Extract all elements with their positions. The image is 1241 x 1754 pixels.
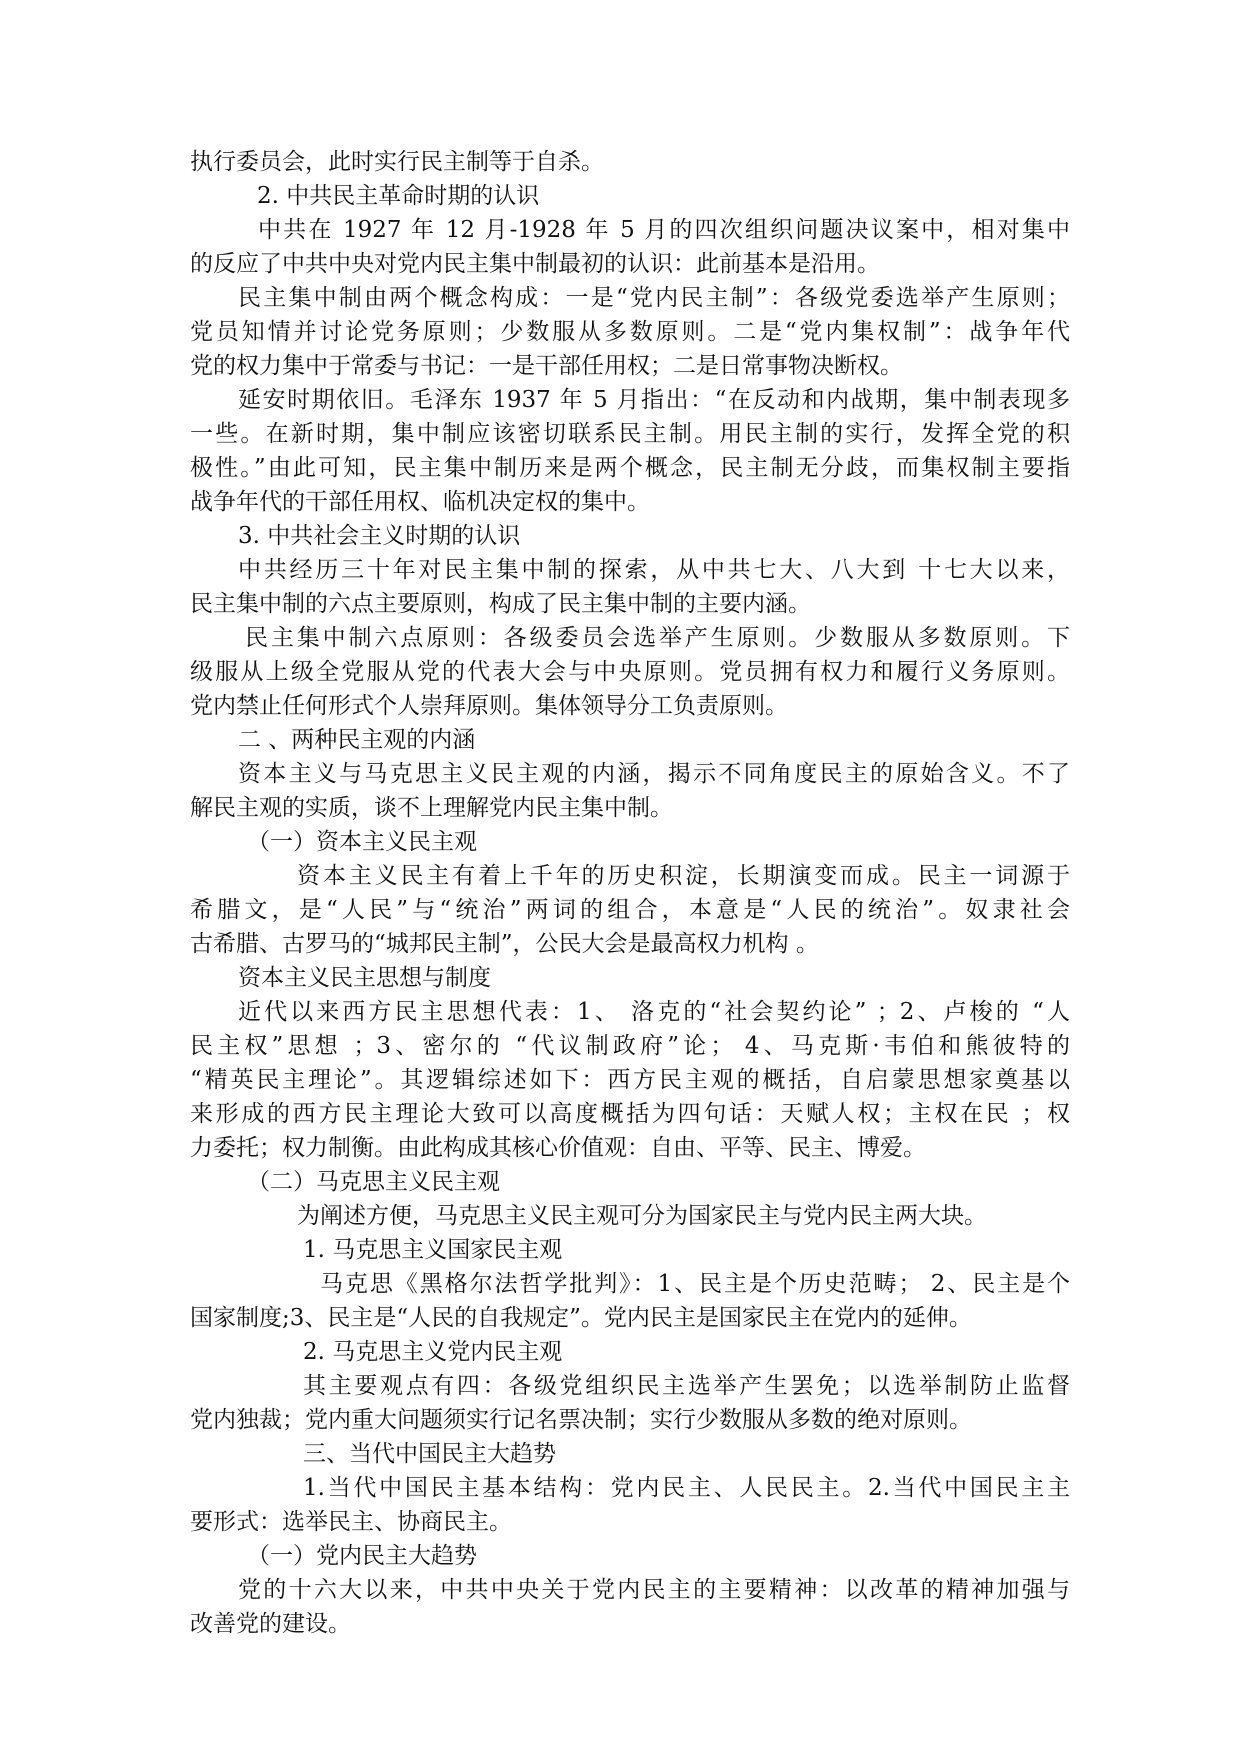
text-line: 资本主义民主有着上千年的历史积淀，长期演变而成。民主一词源于 xyxy=(297,863,1070,889)
text-line: 级服从上级全党服从党的代表大会与中央原则。党员拥有权力和履行义务原则。 xyxy=(190,659,1070,685)
text-line: 近代以来西方民主思想代表：1、 洛克的“社会契约论” ；2、卢梭的 “人 xyxy=(238,999,1070,1025)
text-line: 国家制度;3、民主是“人民的自我规定”。党内民主是国家民主在党内的延伸。 xyxy=(190,1305,972,1331)
section-heading: 2. 马克思主义党内民主观 xyxy=(303,1339,563,1365)
text-line: 党内独裁；党内重大问题须实行记名票决制；实行少数服从多数的绝对原则。 xyxy=(190,1407,972,1433)
text-line: 党员知情并讨论党务原则；少数服从多数原则。二是“党内集权制”：战争年代 xyxy=(190,319,1070,345)
text-line: 力委托；权力制衡。由此构成其核心价值观：自由、平等、民主、博爱。 xyxy=(190,1135,926,1161)
text-line: 古希腊、古罗马的“城邦民主制”，公民大会是最高权力机构 。 xyxy=(190,931,819,957)
text-line: 民主集中制的六点主要原则，构成了民主集中制的主要内涵。 xyxy=(190,591,811,617)
text-line: 中共经历三十年对民主集中制的探索，从中共七大、八大到 十七大以来， xyxy=(238,557,1070,583)
text-line: 延安时期依旧。毛泽东 1937 年 5 月指出：“在反动和内战期，集中制表现多 xyxy=(238,387,1070,413)
text-line: 来形成的西方民主理论大致可以高度概括为四句话：天赋人权；主权在民 ；权 xyxy=(190,1101,1070,1127)
section-heading: 2. 中共民主革命时期的认识 xyxy=(257,183,540,209)
text-line: 改善党的建设。 xyxy=(190,1611,351,1637)
text-line: 中共在 1927 年 12 月-1928 年 5 月的四次组织问题决议案中，相对集中 xyxy=(258,217,1070,243)
section-heading: 3. 中共社会主义时期的认识 xyxy=(238,523,521,549)
section-heading: 三、当代中国民主大趋势 xyxy=(303,1441,556,1467)
text-line: 战争年代的干部任用权、临机决定权的集中。 xyxy=(190,489,650,515)
section-heading: 二 、两种民主观的内涵 xyxy=(238,727,476,753)
text-line: 民主集中制六点原则：各级委员会选举产生原则。少数服从多数原则。下 xyxy=(245,625,1070,651)
text-line: 党内禁止任何形式个人崇拜原则。集体领导分工负责原则。 xyxy=(190,693,788,719)
section-heading: （二）马克思主义民主观 xyxy=(247,1169,500,1195)
text-line: 其主要观点有四：各级党组织民主选举产生罢免；以选举制防止监督 xyxy=(303,1373,1070,1399)
text-line: 执行委员会，此时实行民主制等于自杀。 xyxy=(190,149,604,175)
text-line: 要形式：选举民主、协商民主。 xyxy=(190,1509,512,1535)
text-line: 的反应了中共中央对党内民主集中制最初的认识：此前基本是沿用。 xyxy=(190,251,880,277)
text-line: 为阐述方便，马克思主义民主观可分为国家民主与党内民主两大块。 xyxy=(297,1203,987,1229)
text-line: “精英民主理论”。其逻辑综述如下：西方民主观的概括，自启蒙思想家奠基以 xyxy=(190,1067,1070,1093)
text-line: 1.当代中国民主基本结构：党内民主、人民民主。2.当代中国民主主 xyxy=(303,1475,1070,1501)
text-line: 一些。在新时期，集中制应该密切联系民主制。用民主制的实行，发挥全党的积 xyxy=(190,421,1070,447)
text-line: 解民主观的实质，谈不上理解党内民主集中制。 xyxy=(190,795,673,821)
text-line: 资本主义与马克思主义民主观的内涵，揭示不同角度民主的原始含义。不了 xyxy=(238,761,1070,787)
section-heading: 1. 马克思主义国家民主观 xyxy=(303,1237,563,1263)
text-line: 极性。”由此可知，民主集中制历来是两个概念，民主制无分歧，而集权制主要指 xyxy=(190,455,1070,481)
text-line: 马克思《黑格尔法哲学批判》：1、民主是个历史范畴； 2、民主是个 xyxy=(320,1271,1070,1297)
text-line: 党的十六大以来，中共中央关于党内民主的主要精神：以改革的精神加强与 xyxy=(238,1577,1070,1603)
text-line: 民主集中制由两个概念构成：一是“党内民主制”：各级党委选举产生原则； xyxy=(238,285,1070,311)
text-line: 民主权”思想 ；3、密尔的 “代议制政府”论； 4、马克斯·韦伯和熊彼特的 xyxy=(190,1033,1070,1059)
section-heading: 资本主义民主思想与制度 xyxy=(238,965,491,991)
section-heading: （一）资本主义民主观 xyxy=(247,829,477,855)
text-line: 党的权力集中于常委与书记：一是干部任用权；二是日常事物决断权。 xyxy=(190,353,903,379)
text-line: 希腊文，是“人民”与“统治”两词的组合，本意是“人民的统治”。奴隶社会 xyxy=(190,897,1070,923)
section-heading: （一）党内民主大趋势 xyxy=(247,1543,477,1569)
